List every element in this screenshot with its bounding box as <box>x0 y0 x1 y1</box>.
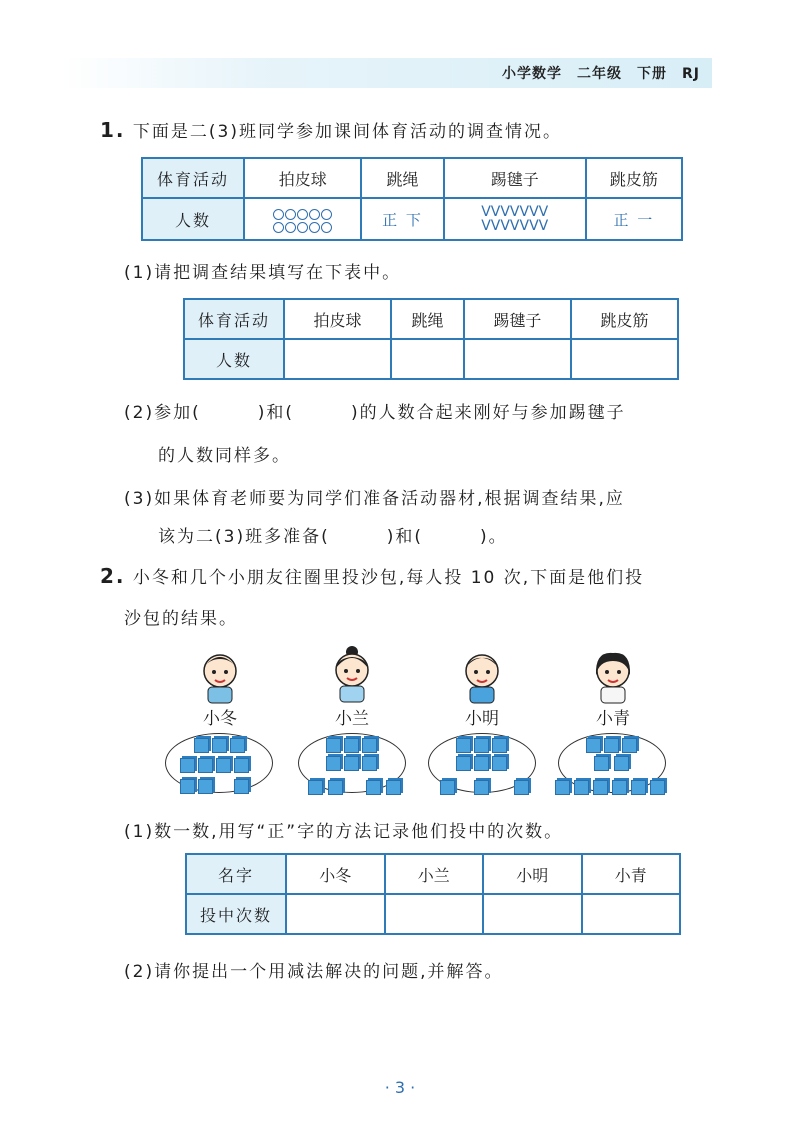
table-header-cell: 踢毽子 <box>464 299 571 339</box>
sub-question-2-cont: 的人数同样多。 <box>158 446 291 466</box>
answer-cell[interactable] <box>464 339 571 379</box>
hits-table <box>185 853 681 935</box>
table-header-cell: 跳绳 <box>391 299 464 339</box>
sandbag-icon <box>594 756 609 771</box>
fill-table <box>183 298 679 380</box>
sandbag-icon <box>234 779 249 794</box>
sandbag-icon <box>194 738 209 753</box>
table-header-cell: 跳皮筋 <box>586 158 682 198</box>
question-1 <box>100 117 562 142</box>
sandbag-icon <box>612 780 627 795</box>
table-header-cell: 小兰 <box>385 854 484 894</box>
q2-sub-question-1: (1)数一数,用写“正”字的方法记录他们投中的次数。 <box>124 822 564 842</box>
question-number: 2. <box>100 564 126 588</box>
tally-band: 正 一 <box>586 198 682 240</box>
sandbag-icon <box>514 780 529 795</box>
table-header-cell: 拍皮球 <box>284 299 391 339</box>
sandbag-icon <box>492 756 507 771</box>
sandbag-icon <box>456 756 471 771</box>
table-header-cell: 名字 <box>186 854 286 894</box>
survey-table <box>141 157 683 241</box>
sandbag-icon <box>344 756 359 771</box>
boy-xiaodong-icon <box>190 645 250 705</box>
sandbag-icon <box>180 758 195 773</box>
table-header-cell: 拍皮球 <box>244 158 361 198</box>
sandbag-icon <box>586 738 601 753</box>
sandbag-icon <box>212 738 227 753</box>
table-header-cell: 体育活动 <box>142 158 244 198</box>
table-header-cell: 小青 <box>582 854 681 894</box>
sandbag-icon <box>326 756 341 771</box>
answer-cell[interactable] <box>571 339 678 379</box>
sandbag-icon <box>326 738 341 753</box>
sandbag-icon <box>366 780 381 795</box>
sandbag-icon <box>593 780 608 795</box>
question-number: 1. <box>100 118 126 142</box>
sandbag-icon <box>362 738 377 753</box>
tally-ball <box>244 198 361 240</box>
sandbag-icon <box>614 756 629 771</box>
sandbag-icon <box>474 756 489 771</box>
table-row-label: 人数 <box>142 198 244 240</box>
check-tally-row: VVVVVVV <box>481 204 549 220</box>
sandbag-icon <box>216 758 231 773</box>
tally-shuttlecock <box>444 198 586 240</box>
sandbag-icon <box>492 738 507 753</box>
answer-cell[interactable] <box>385 894 484 934</box>
question-text: 小冬和几个小朋友往圈里投沙包,每人投 10 次,下面是他们投 <box>132 568 645 588</box>
answer-cell[interactable] <box>284 339 391 379</box>
sandbag-icon <box>474 738 489 753</box>
page-number: · 3 · <box>384 1078 416 1097</box>
question-text: 下面是二(3)班同学参加课间体育活动的调查情况。 <box>132 122 563 142</box>
sandbag-icon <box>234 758 249 773</box>
sandbag-icon <box>308 780 323 795</box>
girl-xiaoqing-icon <box>583 645 643 705</box>
table-header-cell: 体育活动 <box>184 299 284 339</box>
sandbag-icon <box>631 780 646 795</box>
sandbag-icon <box>622 738 637 753</box>
table-header-cell: 小冬 <box>286 854 385 894</box>
question-2-cont: 沙包的结果。 <box>124 609 238 629</box>
sandbag-icon <box>604 738 619 753</box>
table-header-cell: 跳绳 <box>361 158 443 198</box>
answer-cell[interactable] <box>483 894 582 934</box>
boy-xiaoming-icon <box>452 645 512 705</box>
girl-xiaolan-icon <box>322 640 382 705</box>
sandbag-icon <box>198 758 213 773</box>
sandbag-icon <box>650 780 665 795</box>
sandbag-icon <box>328 780 343 795</box>
sandbag-icon <box>440 780 455 795</box>
sub-question-1: (1)请把调查结果填写在下表中。 <box>124 263 402 283</box>
sandbag-icon <box>230 738 245 753</box>
sandbag-icon <box>386 780 401 795</box>
circle-tally-icon <box>273 209 332 233</box>
book-header: 小学数学 二年级 下册 RJ <box>502 66 700 82</box>
sandbag-icon <box>474 780 489 795</box>
answer-cell[interactable] <box>582 894 681 934</box>
sandbag-icon <box>555 780 570 795</box>
kid-name: 小冬 <box>203 709 237 729</box>
answer-cell[interactable] <box>391 339 464 379</box>
table-header-cell: 踢毽子 <box>444 158 586 198</box>
sub-question-3-cont: 该为二(3)班多准备( )和( )。 <box>158 527 508 547</box>
question-2 <box>100 563 644 588</box>
table-header-cell: 跳皮筋 <box>571 299 678 339</box>
sandbag-icon <box>198 779 213 794</box>
tally-rope: 正 下 <box>361 198 443 240</box>
sandbag-icon <box>180 779 195 794</box>
sandbag-icon <box>456 738 471 753</box>
sub-question-2: (2)参加( )和( )的人数合起来刚好与参加踢毽子 <box>124 403 626 423</box>
sandbag-icon <box>574 780 589 795</box>
sub-question-3: (3)如果体育老师要为同学们准备活动器材,根据调查结果,应 <box>124 489 625 509</box>
table-header-cell: 小明 <box>483 854 582 894</box>
kid-name: 小兰 <box>335 709 369 729</box>
sandbag-icon <box>362 756 377 771</box>
sandbag-icon <box>344 738 359 753</box>
table-row-label: 投中次数 <box>186 894 286 934</box>
q2-sub-question-2: (2)请你提出一个用减法解决的问题,并解答。 <box>124 962 504 982</box>
kid-name: 小青 <box>596 709 630 729</box>
check-tally-row: VVVVVVV <box>481 218 549 234</box>
answer-cell[interactable] <box>286 894 385 934</box>
kid-name: 小明 <box>465 709 499 729</box>
table-row-label: 人数 <box>184 339 284 379</box>
